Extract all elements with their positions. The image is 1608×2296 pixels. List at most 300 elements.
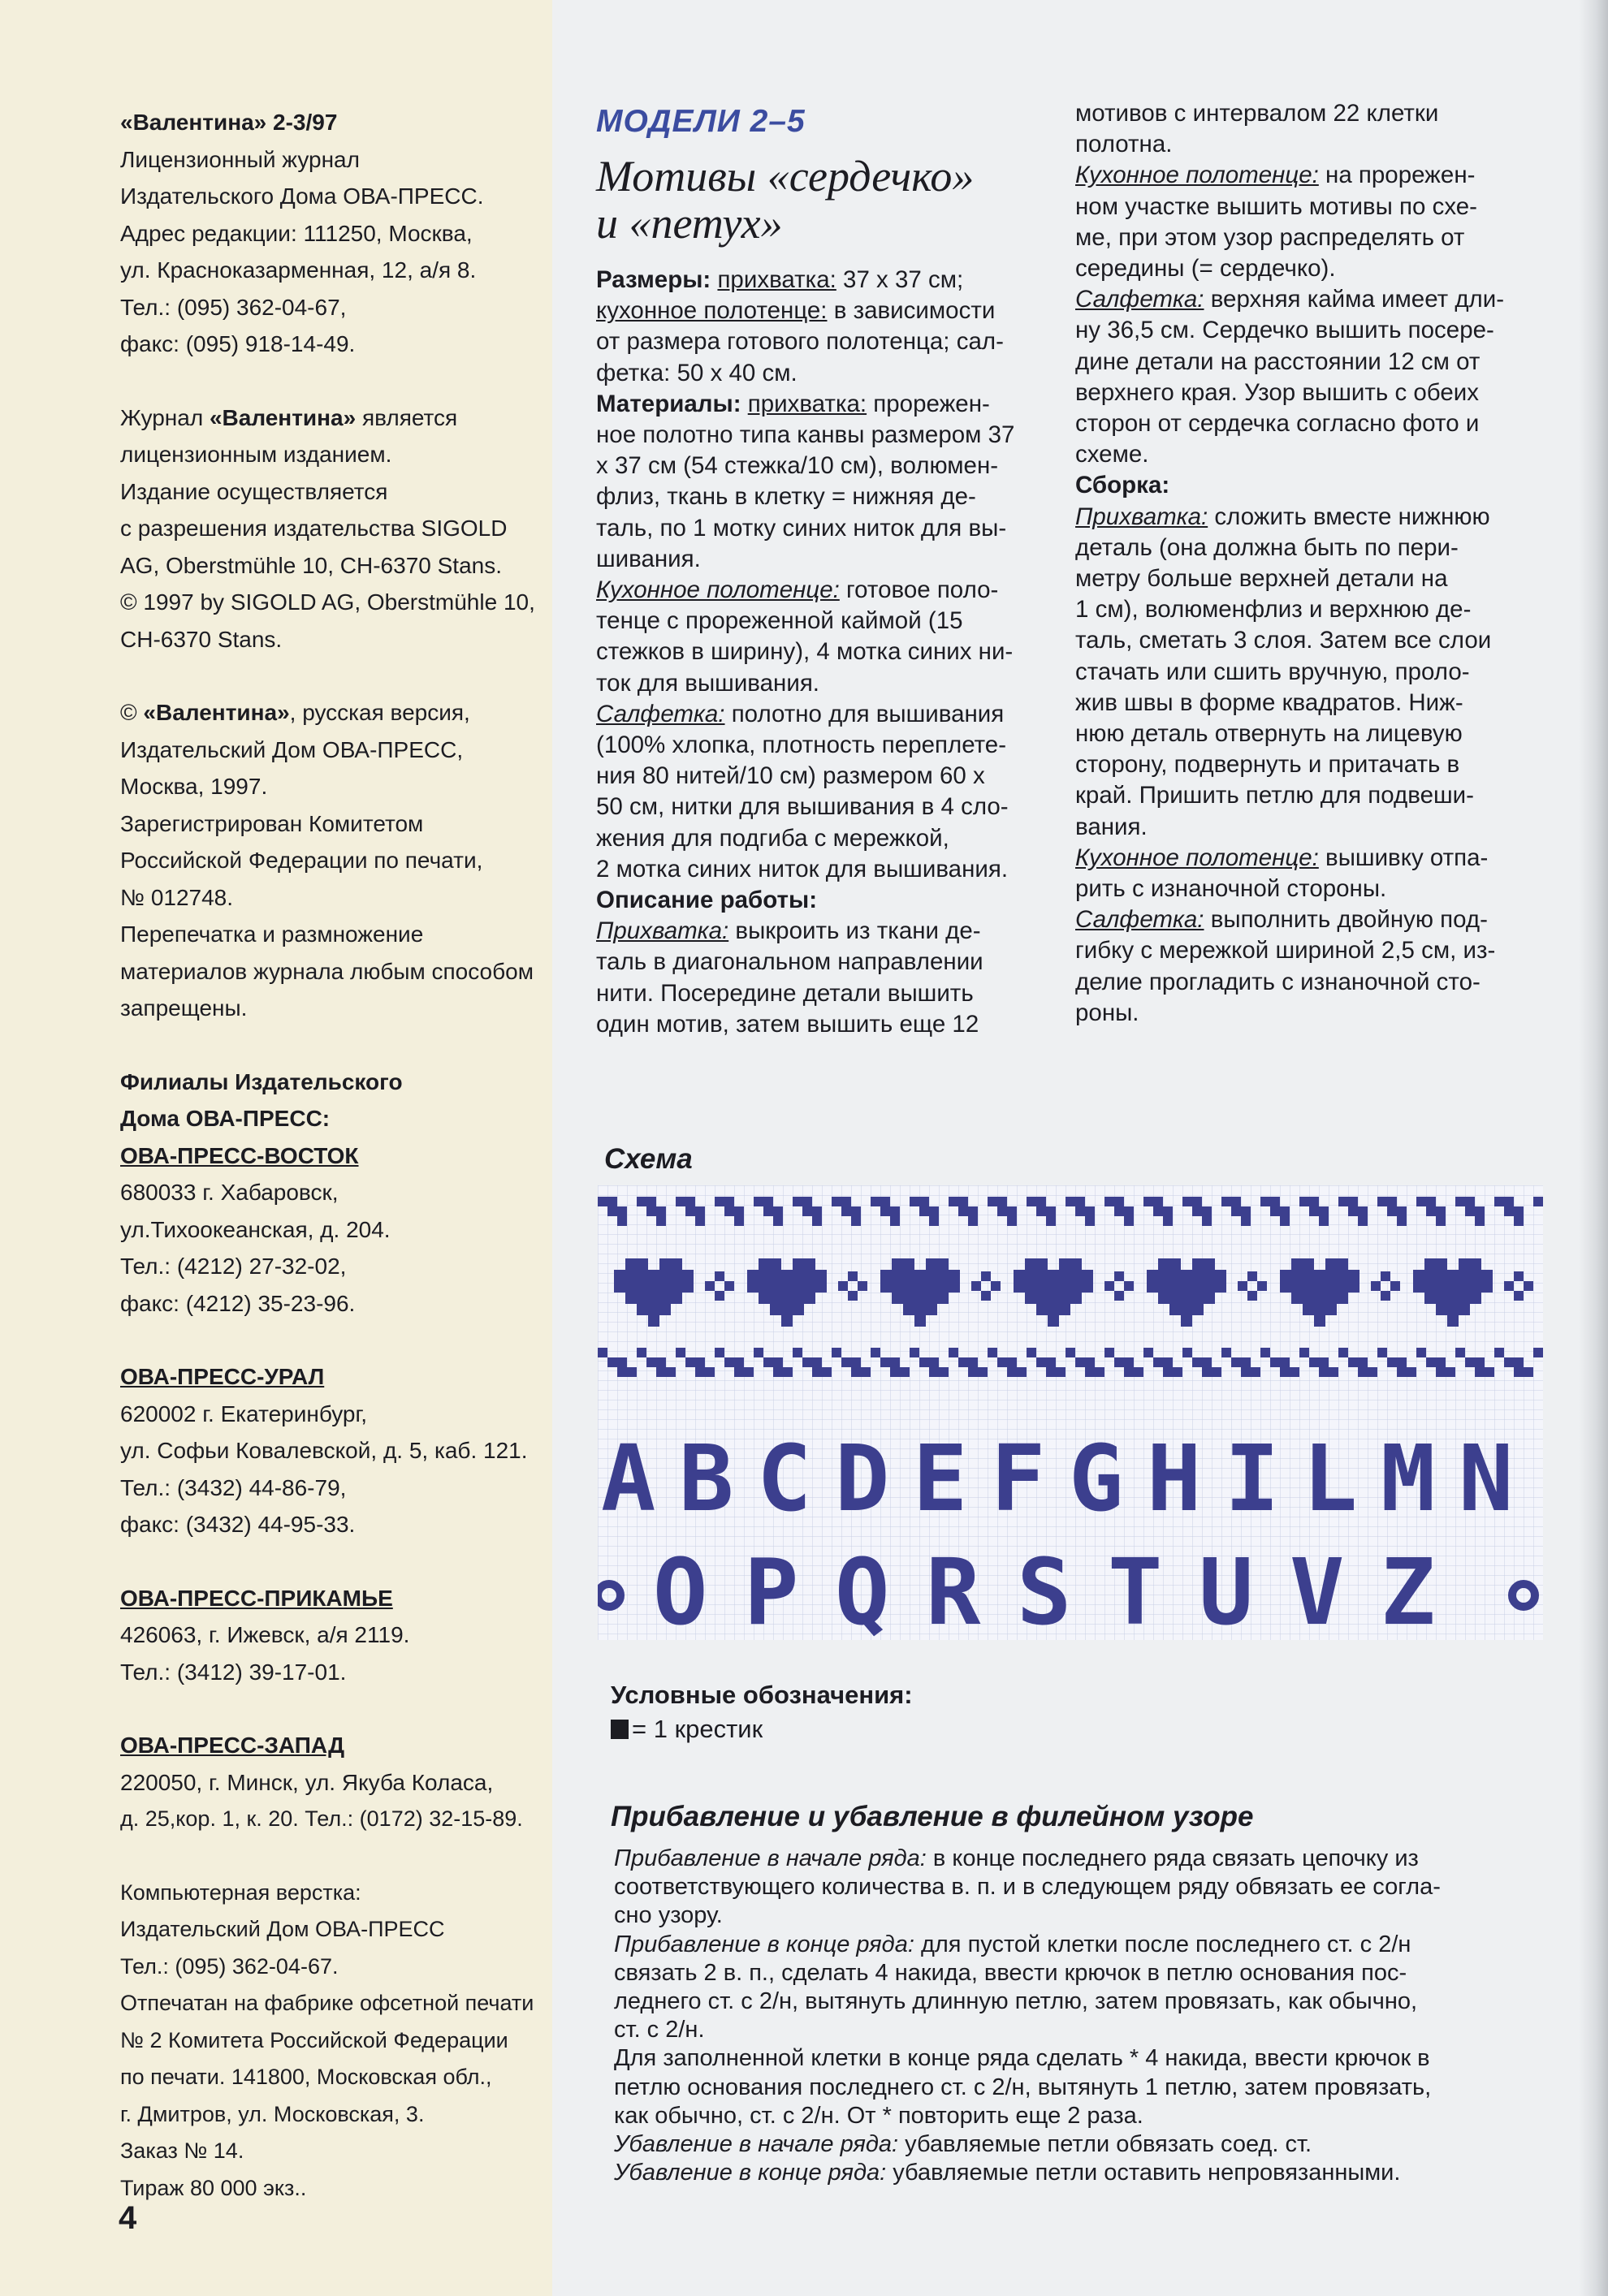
text-line: сно узору. xyxy=(614,1902,723,1929)
text-line: середины (= сердечко). xyxy=(1075,255,1336,283)
heart-stitch xyxy=(926,1270,937,1281)
term-potholder: прихватка: xyxy=(747,390,867,417)
heart-stitch xyxy=(1158,1270,1169,1281)
zigzag-stitch xyxy=(754,1197,773,1206)
imprint-line: Российской Федерации по печати, xyxy=(120,848,483,873)
text-line: стачать или сшить вручную, проло- xyxy=(1075,658,1470,685)
heart-stitch xyxy=(682,1281,694,1293)
heart-stitch xyxy=(1337,1293,1348,1304)
text-line: связать 2 в. п., сделать 4 накида, ввести крючок в петлю основания пос- xyxy=(614,1959,1407,1986)
imprint-line xyxy=(120,694,551,732)
text-line: от размера готового полотенца; сал- xyxy=(596,328,1004,356)
heart-stitch xyxy=(1436,1270,1447,1281)
heart-stitch xyxy=(659,1304,671,1315)
heart-stitch xyxy=(781,1293,793,1304)
zigzag-stitch xyxy=(1260,1197,1280,1206)
zigzag-stitch xyxy=(1416,1348,1426,1357)
text-line: жив швы в форме квадратов. Ниж- xyxy=(1075,688,1463,716)
legend-item xyxy=(611,1715,763,1744)
heart-stitch xyxy=(914,1293,926,1304)
zigzag-stitch xyxy=(656,1367,676,1377)
text-line: нити. Посередине детали вышить xyxy=(596,979,974,1007)
heart-stitch xyxy=(793,1281,804,1293)
zigzag-stitch xyxy=(1319,1216,1329,1226)
text: для пустой клетки после последнего ст. с 2/н xyxy=(914,1931,1411,1957)
article-column-1 xyxy=(596,265,1051,1040)
zigzag-stitch xyxy=(1270,1206,1290,1216)
heart-stitch xyxy=(1291,1281,1303,1293)
imprint-line: Издательского Дома ОВА-ПРЕСС. xyxy=(120,183,484,209)
heart-stitch xyxy=(1436,1281,1447,1293)
text-line: соответствующего количества в. п. и в следующем ряду обвязать ее согла- xyxy=(614,1874,1441,1901)
zigzag-stitch xyxy=(910,1348,919,1357)
zigzag-stitch xyxy=(802,1357,822,1367)
chart-letter: G xyxy=(1069,1426,1124,1532)
chart-letter: U xyxy=(1199,1540,1254,1640)
heart-stitch xyxy=(1303,1281,1314,1293)
text-line: мотивов с интервалом 22 клетки xyxy=(1075,100,1439,127)
heart-stitch xyxy=(625,1281,637,1293)
heart-stitch xyxy=(648,1281,659,1293)
heart-stitch xyxy=(926,1258,937,1270)
zigzag-stitch xyxy=(1182,1197,1202,1206)
zigzag-stitch xyxy=(1163,1367,1182,1377)
heart-stitch xyxy=(1447,1315,1459,1327)
zigzag-stitch xyxy=(919,1357,939,1367)
zigzag-stitch xyxy=(1387,1206,1407,1216)
heart-stitch xyxy=(1447,1293,1459,1304)
text-line: таль, сметать 3 слоя. Затем все слои xyxy=(1075,627,1492,654)
heart-stitch xyxy=(892,1258,903,1270)
diamond-stitch xyxy=(981,1271,991,1281)
heart-stitch xyxy=(625,1293,637,1304)
text-line xyxy=(1075,904,1530,935)
text-line: флиз, ткань в клетку = нижняя де- xyxy=(596,483,976,511)
zigzag-stitch xyxy=(988,1348,997,1357)
heart-stitch xyxy=(1147,1270,1158,1281)
zigzag-stitch xyxy=(1007,1367,1027,1377)
term-potholder: Прихватка: xyxy=(1075,503,1208,530)
heart-stitch xyxy=(1048,1315,1059,1327)
text: готовое поло- xyxy=(839,576,999,604)
diamond-stitch xyxy=(715,1271,724,1281)
zigzag-stitch xyxy=(1075,1206,1095,1216)
imprint-line: материалов журнала любым способом xyxy=(120,958,534,984)
heart-stitch xyxy=(1192,1281,1204,1293)
heart-stitch xyxy=(1059,1304,1070,1315)
imprint-line: Тел.: (3432) 44-86-79, xyxy=(120,1474,347,1500)
diamond-stitch xyxy=(991,1281,1001,1291)
heart-stitch xyxy=(1314,1315,1325,1327)
label-materials: Материалы: xyxy=(596,390,741,417)
zigzag-stitch xyxy=(851,1367,871,1377)
zigzag-stitch xyxy=(841,1357,861,1367)
heart-stitch xyxy=(1459,1293,1470,1304)
zigzag-stitch xyxy=(949,1348,958,1357)
imprint-line: факс: (3432) 44-95-33. xyxy=(120,1512,356,1537)
text-line: один мотив, затем вышить еще 12 xyxy=(596,1010,979,1038)
heart-stitch xyxy=(1169,1293,1181,1304)
zigzag-stitch xyxy=(793,1348,802,1357)
imprint-brand: «Валентина» xyxy=(209,404,357,430)
heart-stitch xyxy=(1169,1304,1181,1315)
branches-heading: Дома ОВА-ПРЕСС: xyxy=(120,1106,331,1131)
text-line: делие прогладить с изнаночной сто- xyxy=(1075,968,1480,995)
zigzag-stitch xyxy=(1221,1348,1231,1357)
text-line: 1 см), волюменфлиз и верхнюю де- xyxy=(1075,596,1472,624)
zigzag-stitch xyxy=(1475,1367,1494,1377)
zigzag-stitch xyxy=(1533,1348,1543,1357)
zigzag-stitch xyxy=(773,1216,783,1226)
heart-stitch xyxy=(804,1270,815,1281)
zigzag-stitch xyxy=(1124,1367,1143,1377)
article-title xyxy=(596,153,1051,247)
heart-stitch xyxy=(1181,1304,1192,1315)
heart-stitch xyxy=(1325,1258,1337,1270)
heart-stitch xyxy=(926,1281,937,1293)
text-line: ния 80 нитей/10 см) размером 60 х xyxy=(596,762,985,790)
heart-stitch xyxy=(637,1258,648,1270)
heart-stitch xyxy=(1447,1304,1459,1315)
term-napkin: Салфетка: xyxy=(596,700,725,727)
imprint-line: © 1997 by SIGOLD AG, Oberstmühle 10, xyxy=(120,589,535,615)
heart-stitch xyxy=(747,1270,759,1281)
zigzag-stitch xyxy=(695,1367,715,1377)
heart-stitch xyxy=(1424,1270,1436,1281)
heart-stitch xyxy=(1181,1293,1192,1304)
imprint-line: Тел.: (095) 362-04-67, xyxy=(120,294,347,320)
text-line: петлю основания последнего ст. с 2/н, вытянуть 1 петлю, затем провязать, xyxy=(614,2074,1432,2100)
branch-name-ural: ОВА-ПРЕСС-УРАЛ xyxy=(120,1364,325,1389)
imprint-text: является xyxy=(356,404,458,430)
zigzag-stitch xyxy=(1231,1206,1251,1216)
imprint-line: Тел.: (4212) 27-32-02, xyxy=(120,1254,347,1279)
text-line: вания. xyxy=(1075,813,1148,840)
zigzag-stitch xyxy=(1358,1216,1368,1226)
zigzag-stitch xyxy=(763,1357,783,1367)
chart-letter: A xyxy=(601,1426,656,1532)
imprint-line: № 2 Комитета Российской Федерации xyxy=(120,2027,508,2052)
zigzag-stitch xyxy=(1426,1206,1446,1216)
heart-stitch xyxy=(1470,1258,1481,1270)
chart-letter: Q xyxy=(835,1540,890,1640)
imprint-line: лицензионным изданием. xyxy=(120,442,392,467)
zigzag-stitch xyxy=(676,1197,695,1206)
zigzag-stitch xyxy=(1426,1357,1446,1367)
zigzag-stitch xyxy=(812,1216,822,1226)
diamond-stitch xyxy=(1124,1281,1134,1291)
heart-stitch xyxy=(781,1270,793,1281)
text xyxy=(741,391,748,417)
heart-stitch xyxy=(926,1293,937,1304)
chart-letter: H xyxy=(1147,1426,1202,1532)
zigzag-stitch xyxy=(1202,1216,1212,1226)
zigzag-stitch xyxy=(715,1197,734,1206)
zigzag-stitch xyxy=(1241,1367,1260,1377)
text-line: 2 мотка синих ниток для вышивания. xyxy=(596,855,1009,883)
heart-stitch xyxy=(1059,1293,1070,1304)
zigzag-stitch xyxy=(1377,1348,1387,1357)
chart-letter: L xyxy=(1303,1426,1358,1532)
heart-stitch xyxy=(1025,1270,1036,1281)
imprint-line: 220050, г. Минск, ул. Якуба Коласа, xyxy=(120,1769,494,1795)
diamond-stitch xyxy=(1381,1271,1390,1281)
heart-stitch xyxy=(1192,1304,1204,1315)
heart-stitch xyxy=(1413,1281,1424,1293)
zigzag-stitch xyxy=(1202,1367,1221,1377)
zigzag-stitch xyxy=(1455,1197,1475,1206)
imprint-line: Лицензионный журнал xyxy=(120,146,360,172)
heart-stitch xyxy=(1325,1304,1337,1315)
branch-name-zapad: ОВА-ПРЕСС-ЗАПАД xyxy=(120,1733,345,1758)
heart-stitch xyxy=(759,1293,770,1304)
heart-stitch xyxy=(937,1258,949,1270)
heart-stitch xyxy=(1470,1293,1481,1304)
heart-stitch xyxy=(1280,1270,1291,1281)
chart-letter: I xyxy=(1225,1426,1280,1532)
zigzag-stitch xyxy=(910,1197,929,1206)
zigzag-stitch xyxy=(685,1357,705,1367)
term-towel: Кухонное полотенце: xyxy=(1075,162,1319,189)
zigzag-stitch xyxy=(1231,1357,1251,1367)
text-line: сторон от сердечка согласно фото и xyxy=(1075,410,1480,438)
heart-stitch xyxy=(1325,1281,1337,1293)
heart-stitch xyxy=(1181,1270,1192,1281)
heart-stitch xyxy=(1337,1258,1348,1270)
term-towel: Кухонное полотенце: xyxy=(596,576,840,604)
heart-stitch xyxy=(637,1304,648,1315)
heart-stitch xyxy=(1070,1258,1082,1270)
zigzag-stitch xyxy=(1465,1357,1485,1367)
text-line: ное полотно типа канвы размером 37 xyxy=(596,421,1015,449)
zigzag-stitch xyxy=(1494,1197,1514,1206)
schema-label: Схема xyxy=(604,1143,693,1175)
heart-stitch xyxy=(1169,1258,1181,1270)
zigzag-stitch xyxy=(871,1197,890,1206)
heart-stitch xyxy=(759,1270,770,1281)
heart-stitch xyxy=(614,1270,625,1281)
chart-letter: O xyxy=(653,1540,708,1640)
zigzag-stitch xyxy=(1085,1367,1104,1377)
text: на прорежен- xyxy=(1318,162,1476,189)
heart-stitch xyxy=(1291,1258,1303,1270)
text: в конце последнего ряда связать цепочку из xyxy=(926,1845,1419,1871)
heart-stitch xyxy=(671,1281,682,1293)
zigzag-stitch xyxy=(890,1216,900,1226)
legend-title: Условные обозначения: xyxy=(611,1681,913,1709)
heart-stitch xyxy=(1169,1281,1181,1293)
zigzag-stitch xyxy=(695,1216,705,1226)
text-line: сторону, подвернуть и притачать в xyxy=(1075,751,1460,779)
zigzag-stitch xyxy=(1104,1197,1124,1206)
zigzag-stitch xyxy=(646,1206,666,1216)
zigzag-stitch xyxy=(1377,1197,1397,1206)
heart-stitch xyxy=(1459,1281,1470,1293)
heart-stitch xyxy=(648,1315,659,1327)
branch-name-prikamye: ОВА-ПРЕСС-ПРИКАМЬЕ xyxy=(120,1585,393,1611)
heart-stitch xyxy=(1048,1304,1059,1315)
text-line: тенце с прореженной каймой (15 xyxy=(596,607,963,635)
term-towel: Кухонное полотенце: xyxy=(1075,844,1319,871)
diamond-stitch xyxy=(1114,1271,1124,1281)
zigzag-stitch xyxy=(598,1348,607,1357)
heart-stitch xyxy=(1181,1281,1192,1293)
zigzag-stitch xyxy=(1075,1357,1095,1367)
heart-stitch xyxy=(1470,1270,1481,1281)
zigzag-stitch xyxy=(1416,1197,1436,1206)
zigzag-stitch xyxy=(1270,1357,1290,1367)
text-line: как обычно, ст. с 2/н. От * повторить еще 2 раза. xyxy=(614,2102,1143,2129)
imprint-line: 620002 г. Екатеринбург, xyxy=(120,1400,368,1426)
imprint-line: ул. Софьи Ковалевской, д. 5, каб. 121. xyxy=(120,1438,528,1463)
heart-stitch xyxy=(1413,1270,1424,1281)
heart-stitch xyxy=(648,1270,659,1281)
zigzag-stitch xyxy=(1046,1367,1066,1377)
zigzag-stitch xyxy=(997,1206,1017,1216)
text-line: край. Пришить петлю для подвеши- xyxy=(1075,782,1474,809)
zigzag-stitch xyxy=(929,1367,949,1377)
text-line xyxy=(614,1931,1540,1959)
zigzag-stitch xyxy=(1319,1367,1338,1377)
diamond-stitch xyxy=(1381,1291,1390,1301)
text-line: 50 см, нитки для вышивания в 4 сло- xyxy=(596,793,1009,821)
zigzag-stitch xyxy=(1514,1367,1533,1377)
zigzag-stitch xyxy=(1027,1197,1046,1206)
heart-stitch xyxy=(1459,1270,1470,1281)
zigzag-stitch xyxy=(1036,1206,1056,1216)
heart-stitch xyxy=(770,1281,781,1293)
zigzag-stitch xyxy=(1066,1197,1085,1206)
heart-stitch xyxy=(1014,1270,1025,1281)
heart-stitch xyxy=(1158,1293,1169,1304)
zigzag-stitch xyxy=(988,1197,1007,1206)
zigzag-stitch xyxy=(1436,1216,1446,1226)
heart-stitch xyxy=(937,1270,949,1281)
heart-stitch xyxy=(637,1281,648,1293)
text-line: (100% хлопка, плотность переплете- xyxy=(596,732,1007,759)
zigzag-stitch xyxy=(1338,1197,1358,1206)
text-line xyxy=(1075,843,1530,874)
heart-stitch xyxy=(1314,1293,1325,1304)
heart-stitch xyxy=(1436,1258,1447,1270)
heart-stitch xyxy=(1158,1258,1169,1270)
heart-stitch xyxy=(1325,1270,1337,1281)
zigzag-stitch xyxy=(617,1216,627,1226)
zigzag-stitch xyxy=(1280,1216,1290,1226)
term: Убавление в начале ряда: xyxy=(614,2131,899,2158)
heart-stitch xyxy=(804,1258,815,1270)
heart-stitch xyxy=(1314,1270,1325,1281)
heart-stitch xyxy=(1048,1281,1059,1293)
zigzag-stitch xyxy=(773,1367,793,1377)
zigzag-stitch xyxy=(1153,1206,1173,1216)
zigzag-stitch xyxy=(1397,1367,1416,1377)
zigzag-stitch xyxy=(1504,1206,1524,1216)
text-line: полотна. xyxy=(1075,131,1173,158)
heart-stitch xyxy=(1059,1281,1070,1293)
heart-stitch xyxy=(770,1293,781,1304)
heart-stitch xyxy=(937,1281,949,1293)
heart-stitch xyxy=(637,1293,648,1304)
heart-stitch xyxy=(1059,1258,1070,1270)
imprint-line: Тираж 80 000 экз.. xyxy=(120,2175,307,2200)
text: выкроить из ткани де- xyxy=(728,917,981,945)
zigzag-stitch xyxy=(656,1216,666,1226)
heart-stitch xyxy=(1204,1258,1215,1270)
heart-stitch xyxy=(1204,1281,1215,1293)
heart-stitch xyxy=(770,1258,781,1270)
subsection-heading: Прибавление и убавление в филейном узоре xyxy=(611,1801,1254,1832)
diamond-stitch xyxy=(705,1281,715,1291)
heart-stitch xyxy=(648,1293,659,1304)
heart-stitch xyxy=(903,1281,914,1293)
filled-square-icon xyxy=(611,1720,629,1739)
zigzag-stitch xyxy=(1533,1197,1543,1206)
zigzag-stitch xyxy=(1143,1348,1153,1357)
zigzag-stitch xyxy=(1504,1357,1524,1367)
imprint-line: с разрешения издательства SIGOLD xyxy=(120,516,508,541)
heart-stitch xyxy=(1470,1281,1481,1293)
article-column-2 xyxy=(1075,98,1530,1029)
heart-stitch xyxy=(949,1270,960,1281)
term: Прибавление в начале ряда: xyxy=(614,1845,927,1871)
term-potholder: Прихватка: xyxy=(596,917,729,945)
zigzag-stitch xyxy=(734,1367,754,1377)
zigzag-stitch xyxy=(598,1197,617,1206)
text-line: леднего ст. с 2/н, вытянуть длинную петлю, затем провязать, как обычно, xyxy=(614,1988,1418,2015)
heart-stitch xyxy=(1447,1270,1459,1281)
text-line: Для заполненной клетки в конце ряда сделать * 4 накида, ввести крючок в xyxy=(614,2045,1430,2072)
heart-stitch xyxy=(903,1293,914,1304)
text-line: роны. xyxy=(1075,999,1139,1026)
heart-stitch xyxy=(1303,1293,1314,1304)
diamond-stitch xyxy=(858,1281,867,1291)
zigzag-stitch xyxy=(949,1197,968,1206)
text-line xyxy=(596,389,1051,420)
heart-stitch xyxy=(1424,1293,1436,1304)
diamond-stitch xyxy=(1247,1291,1257,1301)
text-line xyxy=(596,575,1051,606)
zigzag-stitch xyxy=(1494,1348,1504,1357)
chart-letter: V xyxy=(1290,1540,1345,1640)
term: Убавление в конце ряда: xyxy=(614,2160,887,2186)
heart-stitch xyxy=(815,1281,827,1293)
heart-stitch xyxy=(625,1270,637,1281)
zigzag-stitch xyxy=(1260,1348,1270,1357)
zigzag-stitch xyxy=(1397,1216,1407,1226)
zigzag-stitch xyxy=(1163,1216,1173,1226)
zigzag-stitch xyxy=(724,1206,744,1216)
zigzag-stitch xyxy=(1143,1197,1163,1206)
heart-stitch xyxy=(1070,1270,1082,1281)
heart-stitch xyxy=(1036,1304,1048,1315)
heart-stitch xyxy=(1204,1293,1215,1304)
chart-letter: M xyxy=(1381,1426,1436,1532)
chart-letter: T xyxy=(1108,1540,1163,1640)
diamond-stitch xyxy=(1238,1281,1247,1291)
chart-letter: S xyxy=(1017,1540,1072,1640)
heart-stitch xyxy=(793,1304,804,1315)
heart-stitch xyxy=(1169,1270,1181,1281)
embroidery-chart xyxy=(598,1185,1543,1640)
heart-stitch xyxy=(1082,1270,1093,1281)
heart-stitch xyxy=(1036,1258,1048,1270)
term-napkin: Салфетка: xyxy=(1075,906,1204,934)
zigzag-stitch xyxy=(1436,1367,1455,1377)
chart-letter: N xyxy=(1459,1426,1514,1532)
text-line: схеме. xyxy=(1075,441,1149,468)
zigzag-stitch xyxy=(1114,1206,1134,1216)
